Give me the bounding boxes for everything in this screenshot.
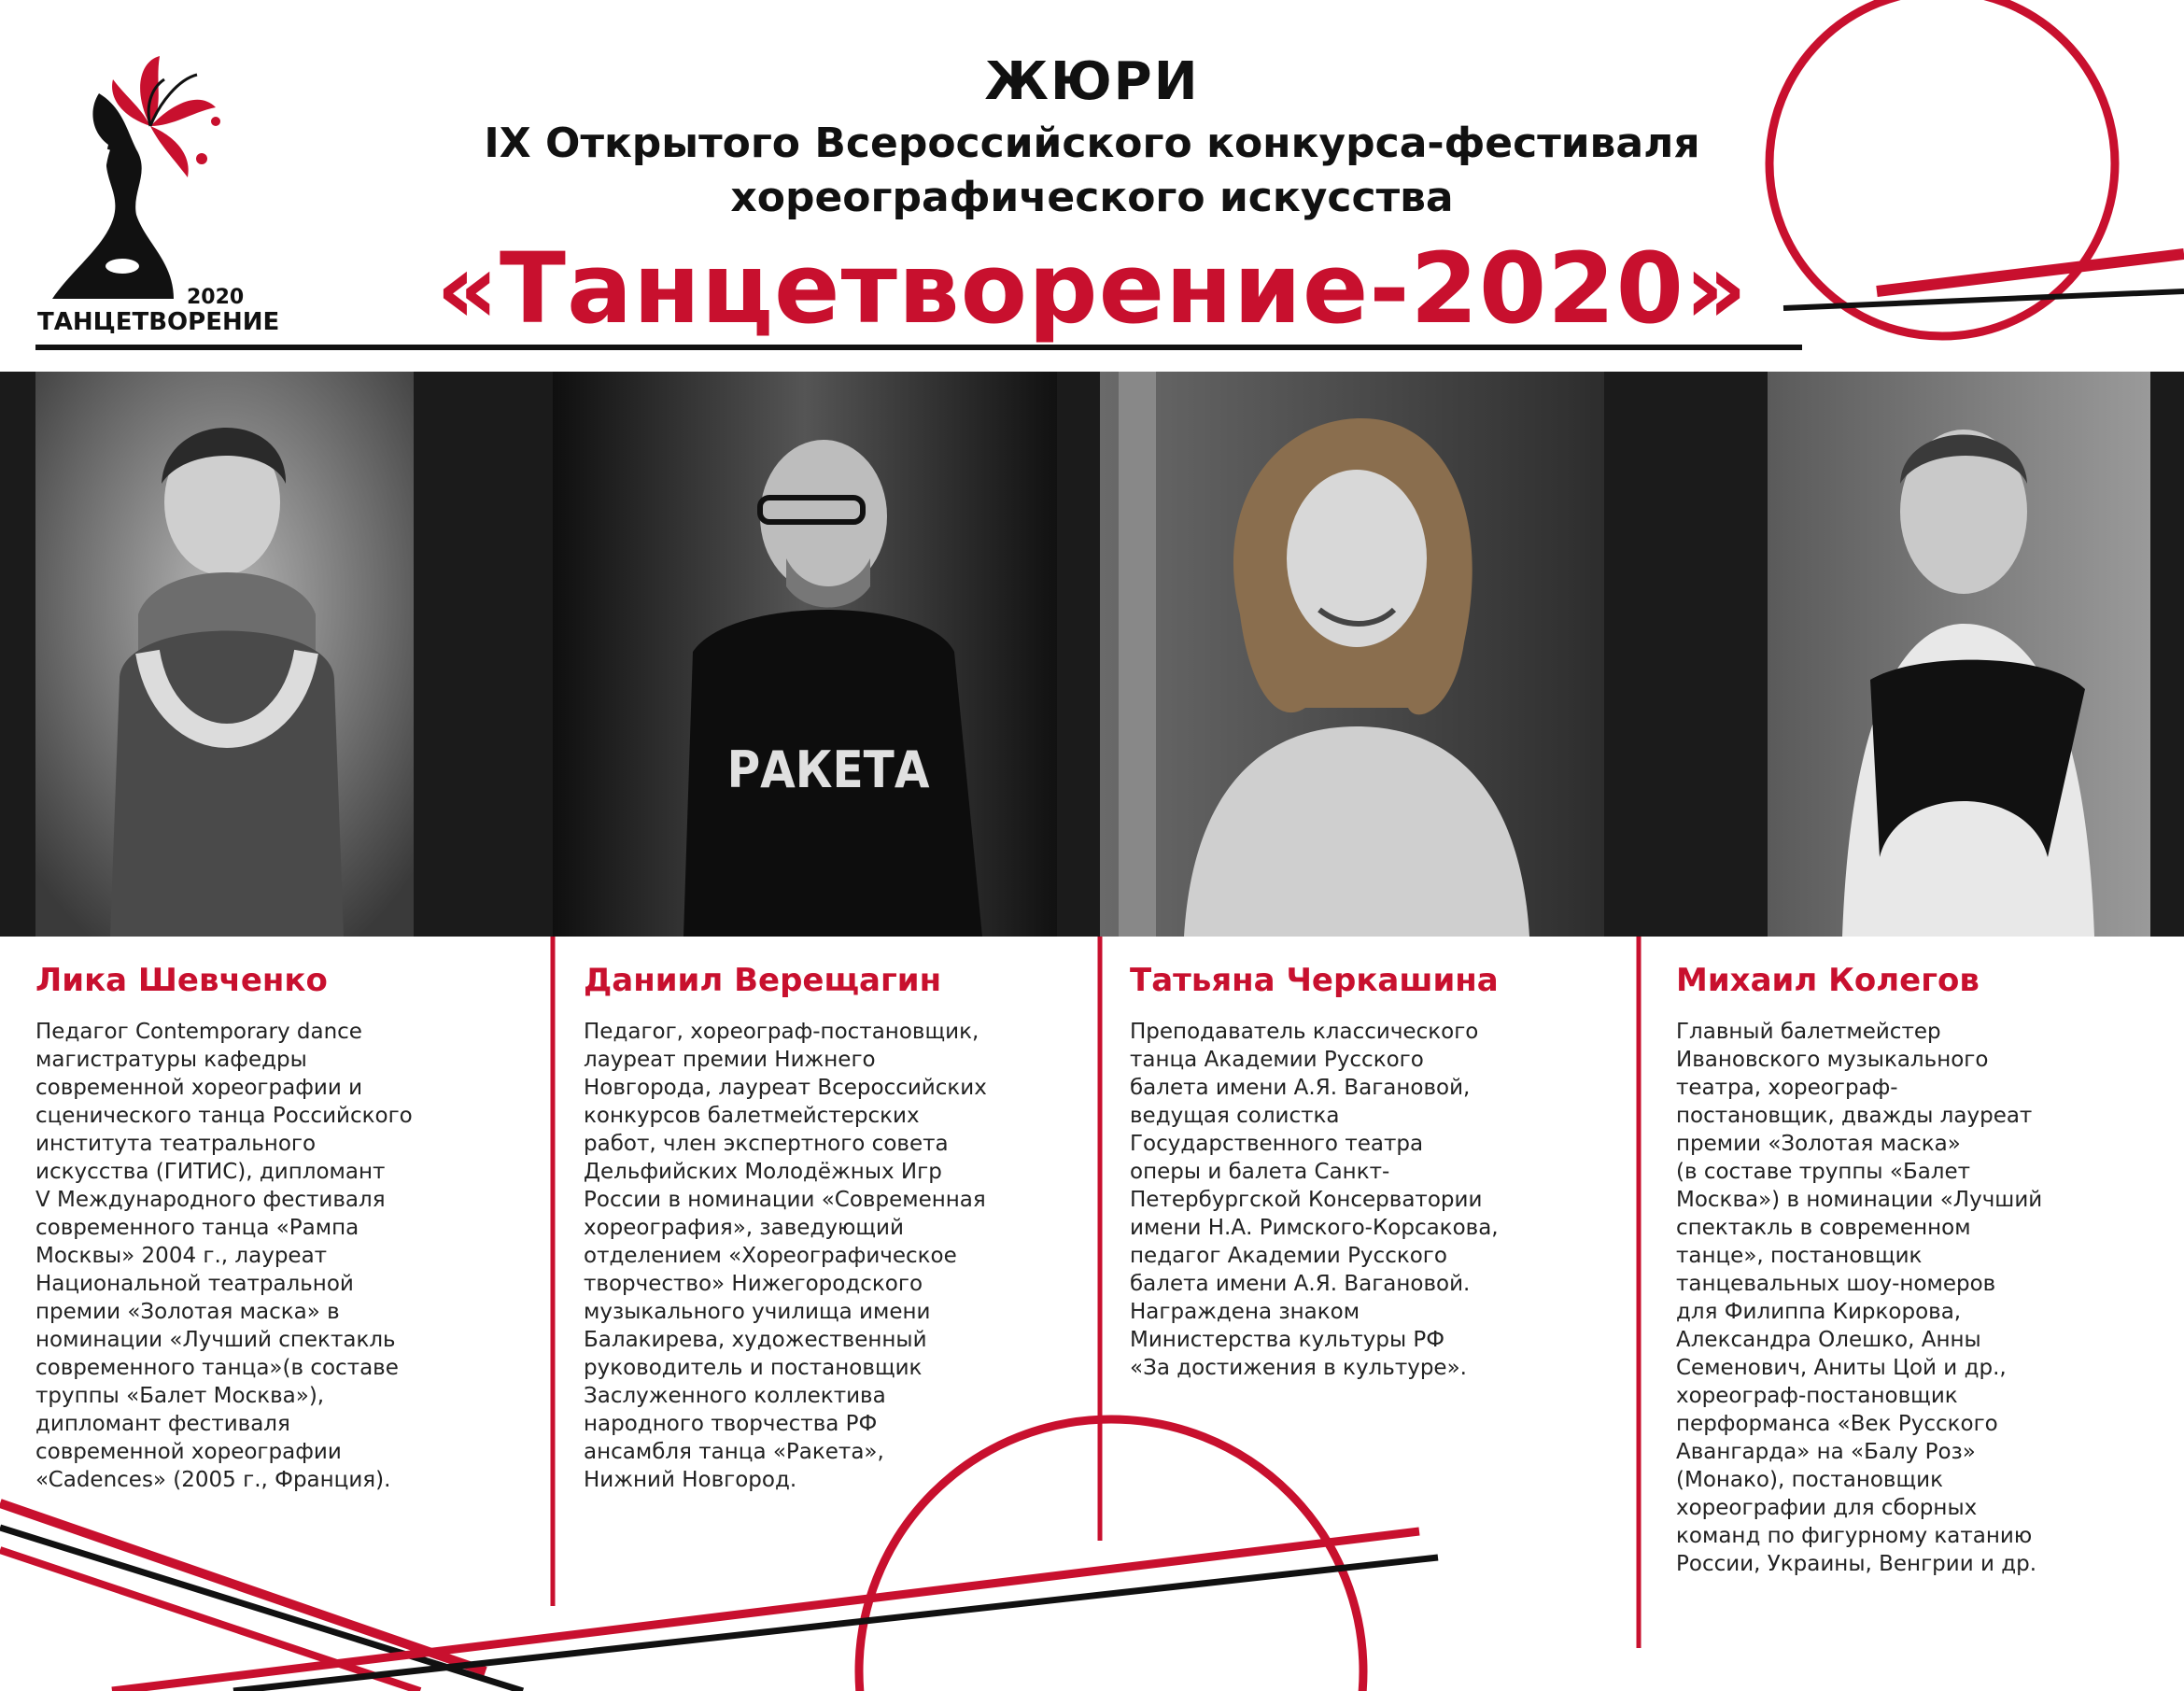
bio-line: «Cadences» (2005 г., Франция). [35,1468,391,1492]
bio-line: Москва») в номинации «Лучший [1676,1188,2043,1212]
bio-line: Ивановского музыкального [1676,1048,1989,1072]
bio-line: танце», постановщик [1676,1244,1923,1268]
bio-line: для Филиппа Киркорова, [1676,1300,1962,1324]
header-subtitle-2: хореографического искусства [730,174,1454,221]
deco-bottom-red-1 [0,1503,486,1671]
bio-line: имени Н.А. Римского-Корсакова, [1130,1216,1499,1240]
bio-line: Национальной театральной [35,1272,354,1296]
bio-line: премии «Золотая маска» в [35,1300,340,1324]
photo-mikhail-kolegov [1768,372,2150,937]
bio-line: современного танца «Рампа [35,1216,359,1240]
bio-line: современного танца»(в составе [35,1356,399,1380]
bio-line: труппы «Балет Москва»), [35,1384,325,1408]
bio-line: Дельфийских Молодёжных Игр [584,1160,942,1184]
photo-daniil-vereshchagin [553,372,1057,937]
bio-line: Авангарда» на «Балу Роз» [1676,1440,1976,1464]
bio-line: ансамбля танца «Ракета», [584,1440,884,1464]
bio-line: института театрального [35,1132,317,1156]
bio-line: Главный балетмейстер [1676,1020,1941,1044]
logo-name: ТАНЦЕТВОРЕНИЕ [37,308,280,336]
bio-line: театра, хореограф- [1676,1076,1898,1100]
bio-line: постановщик, дважды лауреат [1676,1104,2033,1128]
bio-line: номинации «Лучший спектакль [35,1328,396,1352]
bio-line: руководитель и постановщик [584,1356,923,1380]
bio-line: оперы и балета Санкт- [1130,1160,1390,1184]
bio-line: (Монако), постановщик [1676,1468,1943,1492]
jury-bio-4 [1676,1018,2143,1578]
bio-line: спектакль в современном [1676,1216,1971,1240]
jury-name-4: Михаил Колегов [1676,962,1980,999]
bio-line: балета имени А.Я. Вагановой. [1130,1272,1471,1296]
bio-line: Новгорода, лауреат Всероссийских [584,1076,987,1100]
bio-line: команд по фигурному катанию [1676,1524,2033,1548]
bio-line: Министерства культуры РФ [1130,1328,1445,1352]
bio-line: перформанса «Век Русского [1676,1412,1998,1436]
bio-line: педагог Академии Русского [1130,1244,1447,1268]
bio-line: Государственного театра [1130,1132,1424,1156]
bio-line: конкурсов балетмейстерских [584,1104,920,1128]
bio-line: Александра Олешко, Анны [1676,1328,1981,1352]
bio-line: Балакирева, художественный [584,1328,927,1352]
bio-line: Заслуженного коллектива [584,1384,886,1408]
bio-line: ведущая солистка [1130,1104,1340,1128]
header-subtitle-1: IX Открытого Всероссийского конкурса-фестиваля [484,120,1700,167]
bio-line: работ, член экспертного совета [584,1132,949,1156]
bio-line: хореограф-постановщик [1676,1384,1958,1408]
jury-name-3: Татьяна Черкашина [1130,962,1499,999]
bio-line: Педагог, хореограф-постановщик, [584,1020,979,1044]
bio-line: премии «Золотая маска» [1676,1132,1961,1156]
bio-line: V Международного фестиваля [35,1188,386,1212]
bio-line: Семенович, Аниты Цой и др., [1676,1356,2007,1380]
logo-year: 2020 [187,286,245,309]
bio-line: России, Украины, Венгрии и др. [1676,1552,2037,1576]
bio-line: Награждена знаком [1130,1300,1360,1324]
bio-line: России в номинации «Современная [584,1188,986,1212]
bio-line: творчество» Нижегородского [584,1272,923,1296]
bio-line: танца Академии Русского [1130,1048,1424,1072]
bio-line: балета имени А.Я. Вагановой, [1130,1076,1471,1100]
bio-line: отделением «Хореографическое [584,1244,957,1268]
jury-bio-2 [584,1018,1050,1494]
sweater-print: РАКЕТА [726,740,930,799]
photo-tatyana-cherkashina [1100,372,1604,937]
bio-line: музыкального училища имени [584,1300,931,1324]
jury-bio-1 [35,1018,502,1494]
jury-bio-3 [1130,1018,1597,1382]
deco-bottom-black-2 [233,1557,1438,1691]
festival-title: «Танцетворение-2020» [435,232,1749,345]
bio-line: Преподаватель классического [1130,1020,1479,1044]
bio-line: дипломант фестиваля [35,1412,290,1436]
bio-line: искусства (ГИТИС), дипломант [35,1160,386,1184]
header-jury: ЖЮРИ [984,51,1200,112]
photo-lika-shevchenko [35,372,414,937]
bio-line: магистратуры кафедры [35,1048,307,1072]
bio-line: (в составе труппы «Балет [1676,1160,1971,1184]
bio-line: Нижний Новгород. [584,1468,797,1492]
bio-line: современной хореографии и [35,1076,363,1100]
bio-line: Педагог Contemporary dance [35,1020,362,1044]
bio-line: Петербургской Консерватории [1130,1188,1483,1212]
bio-line: «За достижения в культуре». [1130,1356,1467,1380]
bio-line: хореографии для сборных [1676,1496,1978,1520]
bio-line: хореография», заведующий [584,1216,904,1240]
bio-line: современной хореографии [35,1440,342,1464]
bio-line: лауреат премии Нижнего [584,1048,876,1072]
bio-line: сценического танца Российского [35,1104,413,1128]
bio-line: Москвы» 2004 г., лауреат [35,1244,328,1268]
bio-line: народного творчества РФ [584,1412,878,1436]
bio-line: танцевальных шоу-номеров [1676,1272,1996,1296]
jury-name-1: Лика Шевченко [35,962,328,999]
jury-name-2: Даниил Верещагин [584,962,942,999]
